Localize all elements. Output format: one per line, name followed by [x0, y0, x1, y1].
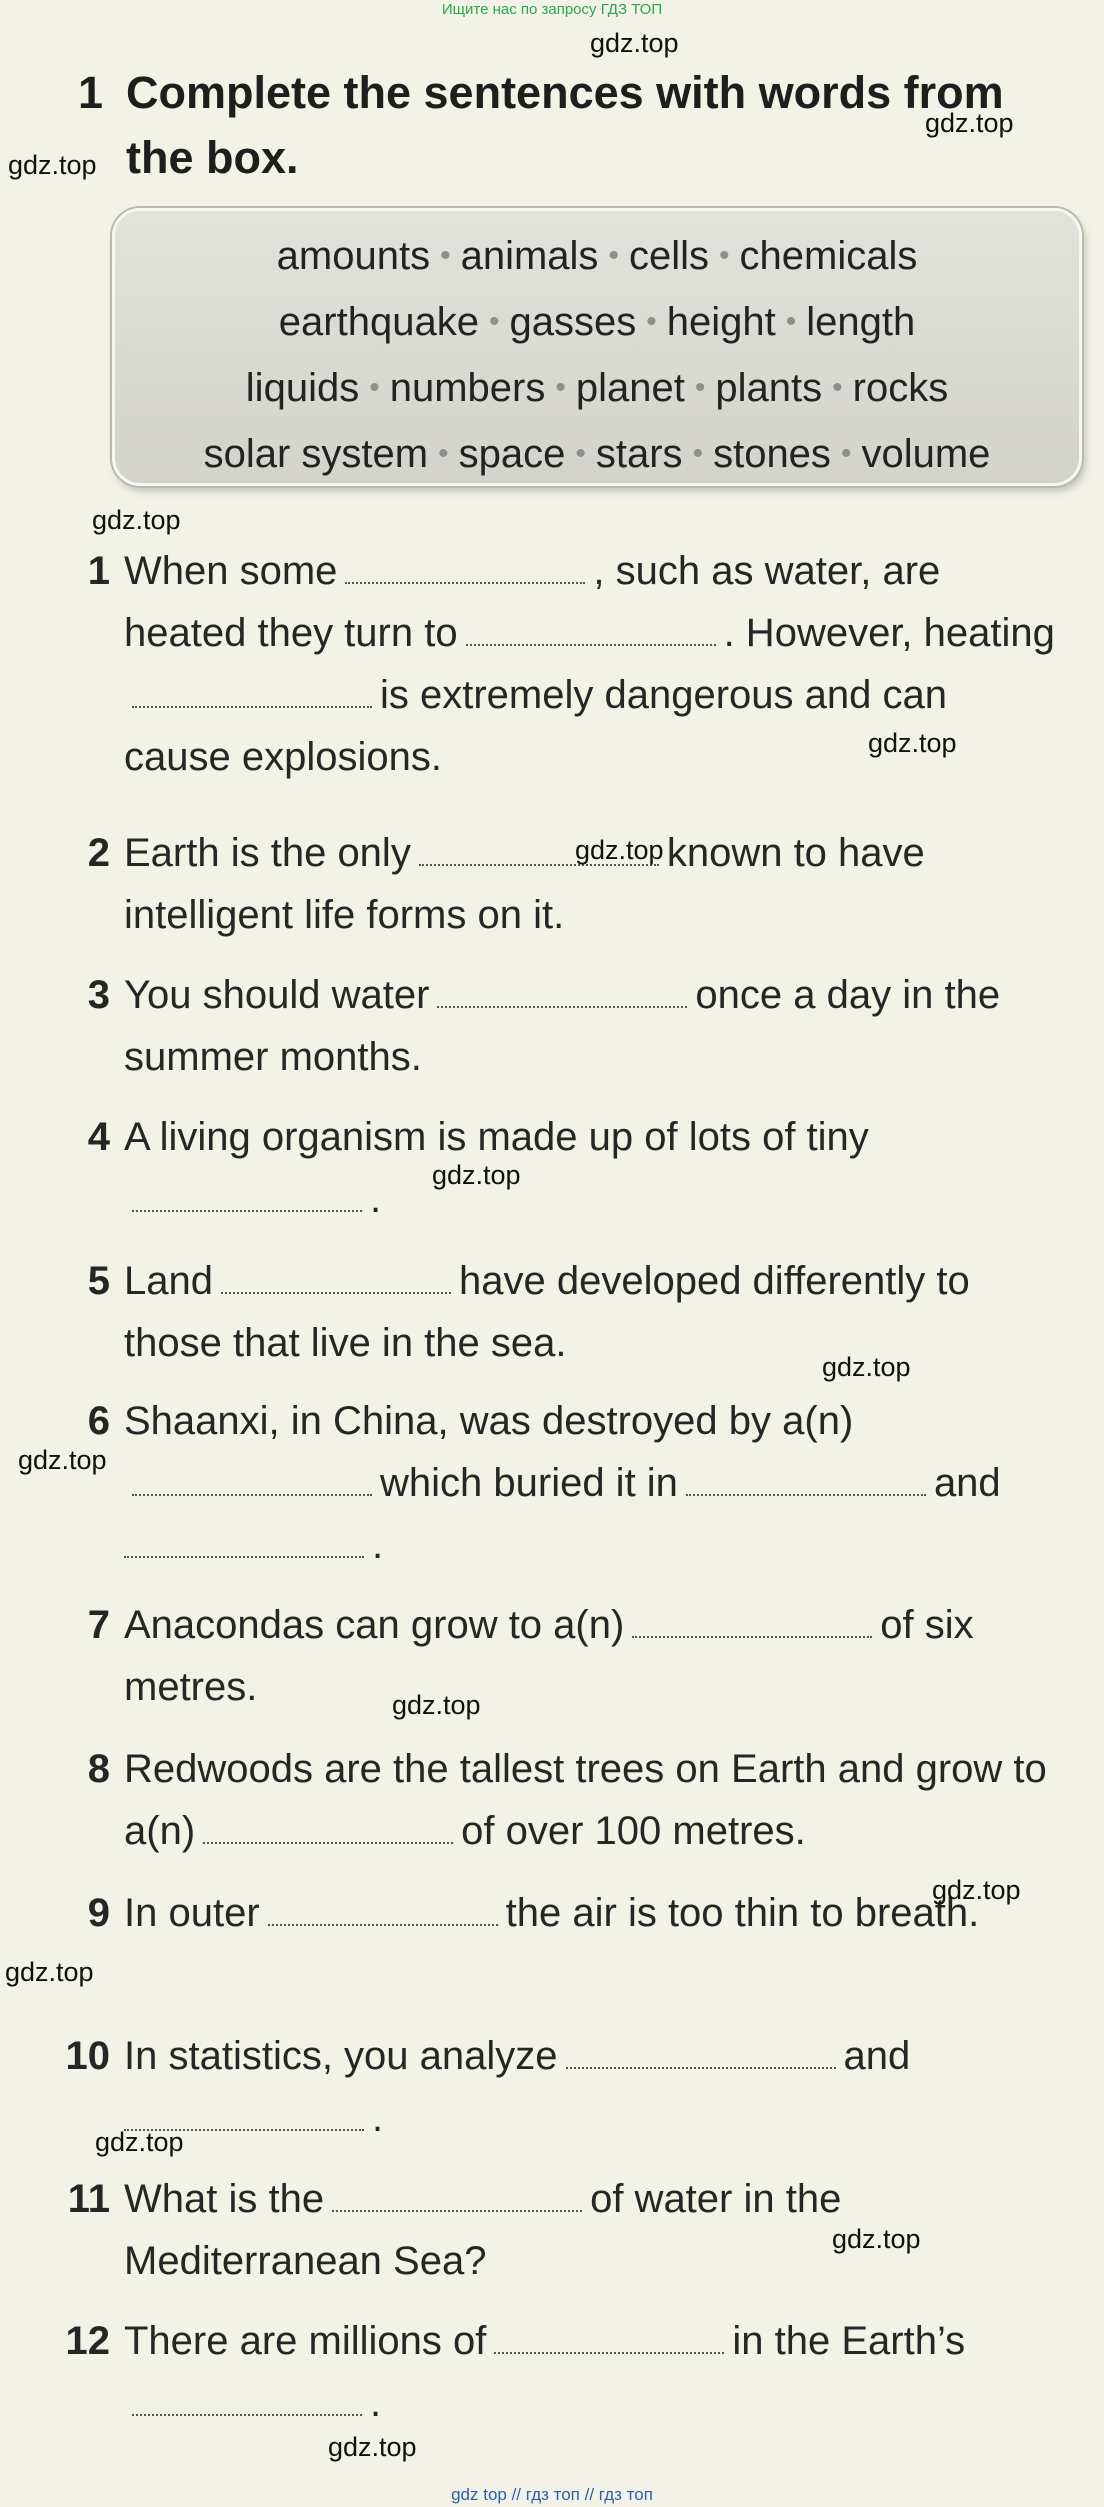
answer-blank[interactable]: [132, 1209, 362, 1212]
answer-blank[interactable]: [686, 1493, 926, 1496]
watermark: gdz.top: [575, 835, 664, 865]
answer-blank[interactable]: [132, 705, 372, 708]
word: rocks: [852, 366, 949, 410]
bottom-banner: gdz top // гдз топ // гдз топ: [451, 2485, 653, 2504]
bullet-separator: •: [575, 437, 586, 470]
sentence-9: [50, 1882, 1060, 1944]
sentence-number: 3: [87, 973, 110, 1017]
word: numbers: [389, 366, 546, 410]
sentence-10: [50, 2025, 1060, 2149]
bullet-separator: •: [440, 239, 451, 272]
sentence-number: 11: [67, 2177, 110, 2221]
sentence-text: [50, 964, 1060, 1088]
word: stars: [595, 432, 683, 476]
word-box: [112, 208, 1082, 486]
answer-blank[interactable]: [632, 1635, 872, 1638]
sentence-number: 5: [87, 1259, 110, 1303]
watermark: gdz.top: [328, 2432, 417, 2462]
sentence-text: [50, 1106, 1060, 1230]
watermark: gdz.top: [868, 728, 957, 758]
sentence-text: [50, 1594, 1060, 1718]
sentence-12: [50, 2310, 1060, 2434]
answer-blank[interactable]: [203, 1841, 453, 1844]
text-segment: the air is too thin to breath.: [505, 1891, 980, 1935]
top-banner: Ищите нас по запросу ГДЗ ТОП: [441, 1, 663, 18]
word: space: [458, 432, 566, 476]
bullet-separator: •: [718, 239, 730, 272]
word: plants: [715, 366, 823, 410]
exercise-heading: [78, 60, 1038, 190]
word: gasses: [509, 300, 637, 344]
answer-blank[interactable]: [566, 2066, 836, 2069]
answer-blank[interactable]: [466, 643, 716, 646]
word: planet: [575, 366, 685, 410]
text-segment: once a day in the summer months.: [124, 973, 1001, 1079]
sentence-2: [50, 822, 1060, 946]
text-segment: You should water: [124, 973, 430, 1017]
exercise-instruction: Complete the sentences with words from the box.: [126, 67, 1004, 183]
text-segment: There are millions of: [124, 2319, 487, 2363]
text-segment: have developed differently to those that live in the sea.: [124, 1259, 970, 1365]
word: height: [666, 300, 776, 344]
text-segment: .: [370, 2381, 382, 2425]
watermark: gdz.top: [590, 28, 679, 58]
sentence-6: [50, 1390, 1060, 1576]
text-segment: in the Earth’s: [732, 2319, 966, 2363]
answer-blank[interactable]: [437, 1005, 687, 1008]
watermark: gdz.top: [95, 2127, 184, 2157]
sentence-3: [50, 964, 1060, 1088]
bullet-separator: •: [840, 437, 852, 470]
text-segment: of six metres.: [124, 1603, 974, 1709]
text-segment: .: [372, 2096, 384, 2140]
sentence-text: [50, 1390, 1060, 1576]
answer-blank[interactable]: [268, 1923, 498, 1926]
word: cells: [628, 234, 709, 278]
word: amounts: [276, 234, 431, 278]
text-segment: .: [372, 1523, 384, 1567]
exercise-number: 1: [78, 67, 104, 118]
watermark: gdz.top: [18, 1445, 107, 1475]
text-segment: and: [843, 2034, 911, 2078]
text-segment: , such as water, are heated they turn to: [124, 549, 941, 655]
text-segment: of over 100 metres.: [461, 1809, 806, 1853]
watermark: gdz.top: [432, 1160, 521, 1190]
watermark: gdz.top: [92, 505, 181, 535]
text-segment: Earth is the only: [124, 831, 411, 875]
bullet-separator: •: [832, 371, 843, 404]
text-segment: Shaanxi, in China, was destroyed by a(n): [124, 1399, 854, 1443]
sentence-number: 10: [65, 2034, 110, 2078]
watermark: gdz.top: [925, 108, 1014, 138]
answer-blank[interactable]: [132, 1493, 372, 1496]
bullet-separator: •: [694, 371, 706, 404]
word-box-row: [115, 357, 1079, 423]
word: solar system: [203, 432, 429, 476]
text-segment: . However, heating: [723, 611, 1055, 655]
text-segment: In statistics, you analyze: [124, 2034, 558, 2078]
text-segment: A living organism is made up of lots of tiny: [124, 1115, 869, 1159]
sentence-number: 8: [87, 1747, 110, 1791]
text-segment: What is the: [124, 2177, 325, 2221]
sentence-number: 6: [87, 1399, 110, 1443]
word: earthquake: [278, 300, 479, 344]
text-segment: and: [933, 1461, 1001, 1505]
sentence-number: 1: [87, 549, 110, 593]
answer-blank[interactable]: [494, 2351, 724, 2354]
word-box-row: [115, 423, 1079, 489]
text-segment: When some: [124, 549, 338, 593]
watermark: gdz.top: [392, 1690, 481, 1720]
word: length: [806, 300, 916, 344]
sentence-number: 2: [87, 831, 110, 875]
sentence-7: [50, 1594, 1060, 1718]
answer-blank[interactable]: [332, 2209, 582, 2212]
watermark: gdz.top: [8, 150, 97, 180]
bullet-separator: •: [488, 305, 500, 338]
text-segment: Anacondas can grow to a(n): [124, 1603, 625, 1647]
bullet-separator: •: [369, 371, 380, 404]
sentence-8: [50, 1738, 1060, 1862]
text-segment: which buried it in: [380, 1461, 678, 1505]
bullet-separator: •: [608, 239, 619, 272]
answer-blank[interactable]: [132, 2413, 362, 2416]
word: animals: [460, 234, 599, 278]
watermark: gdz.top: [832, 2224, 921, 2254]
text-segment: Land: [124, 1259, 213, 1303]
bullet-separator: •: [646, 305, 657, 338]
answer-blank[interactable]: [124, 1555, 364, 1558]
sentence-4: [50, 1106, 1060, 1230]
sentence-text: [50, 822, 1060, 946]
text-segment: .: [370, 1177, 382, 1221]
sentence-number: 7: [87, 1603, 110, 1647]
sentence-text: [50, 1882, 1060, 1944]
text-segment: Redwoods are the tallest trees on Earth and grow to a(n): [124, 1747, 1047, 1853]
sentence-number: 4: [87, 1115, 110, 1159]
word: stones: [713, 432, 831, 476]
text-segment: known to have intelligent life forms on it.: [124, 831, 925, 937]
text-segment: of water in the Mediterranean Sea?: [124, 2177, 842, 2283]
word-box-row: [115, 225, 1079, 291]
answer-blank[interactable]: [221, 1291, 451, 1294]
sentence-number: 12: [65, 2319, 110, 2363]
bullet-separator: •: [555, 371, 566, 404]
watermark: gdz.top: [822, 1352, 911, 1382]
watermark: gdz.top: [5, 1957, 94, 1987]
sentence-text: [50, 2310, 1060, 2434]
bullet-separator: •: [438, 437, 449, 470]
word: chemicals: [739, 234, 918, 278]
word-box-row: [115, 291, 1079, 357]
sentence-number: 9: [87, 1891, 110, 1935]
answer-blank[interactable]: [345, 581, 585, 584]
text-segment: In outer: [124, 1891, 260, 1935]
sentence-text: [50, 2025, 1060, 2149]
word: liquids: [245, 366, 360, 410]
text-segment: is extremely dangerous and can cause explosions.: [124, 673, 947, 779]
bullet-separator: •: [785, 305, 797, 338]
bullet-separator: •: [692, 437, 704, 470]
sentence-text: [50, 1738, 1060, 1862]
word: volume: [861, 432, 991, 476]
watermark: gdz.top: [932, 1875, 1021, 1905]
